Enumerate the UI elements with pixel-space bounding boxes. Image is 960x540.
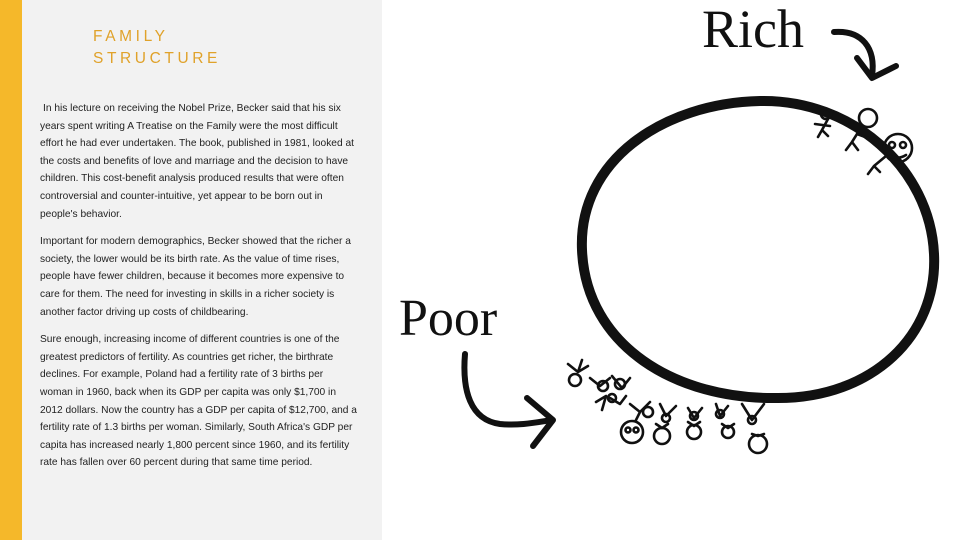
label-rich: Rich	[702, 0, 804, 59]
paragraph-fertility-examples: Sure enough, increasing income of different countries is one of the greatest predictors of fertility. As countries get richer, the birthrate declines. For example, Poland had a fertility rate of 3 births per woman in 1960, back when its GDP per capita was only $1,700 in 2012 dollars. Now the country has a GDP per capita of $12,700, and a fertility rate of 1.3 births per woman. Similarly, South Africa's GDP per capita has increased nearly 1,800 percent since 1960, and its fertility rate has fallen over 60 percent during that same time period.	[40, 334, 357, 469]
paragraph-birth-rate: Important for modern demographics, Becker showed that the richer a society, the lower would be its birth rate. As the value of time rises, people have fewer children, because it becomes more expensive to care for them. The need for investing in skills in a richer society is another factor driving up costs of childbearing.	[40, 236, 351, 318]
body-text	[40, 100, 358, 482]
label-poor: Poor	[399, 290, 498, 347]
world-circle	[582, 101, 934, 398]
rich-arrow-icon	[834, 32, 896, 78]
rich-poor-drawing	[382, 0, 960, 540]
paragraph-nobel-lecture: In his lecture on receiving the Nobel Prize, Becker said that his six years spent writing A Treatise on the Family were the most difficult effort he had ever undertaken. The book, published in 1981, looked at the costs and benefits of love and marriage and the decision to have children. This cost-benefit analysis produced results that were often controversial and counter-intuitive, yet appear to be born out in people's behavior.	[40, 103, 354, 220]
section-title	[93, 26, 221, 70]
section-title-line-2: STRUCTURE	[93, 50, 221, 67]
poor-arrow-icon	[464, 354, 553, 446]
accent-bar	[0, 0, 22, 540]
section-title-line-1: FAMILY	[93, 28, 169, 45]
